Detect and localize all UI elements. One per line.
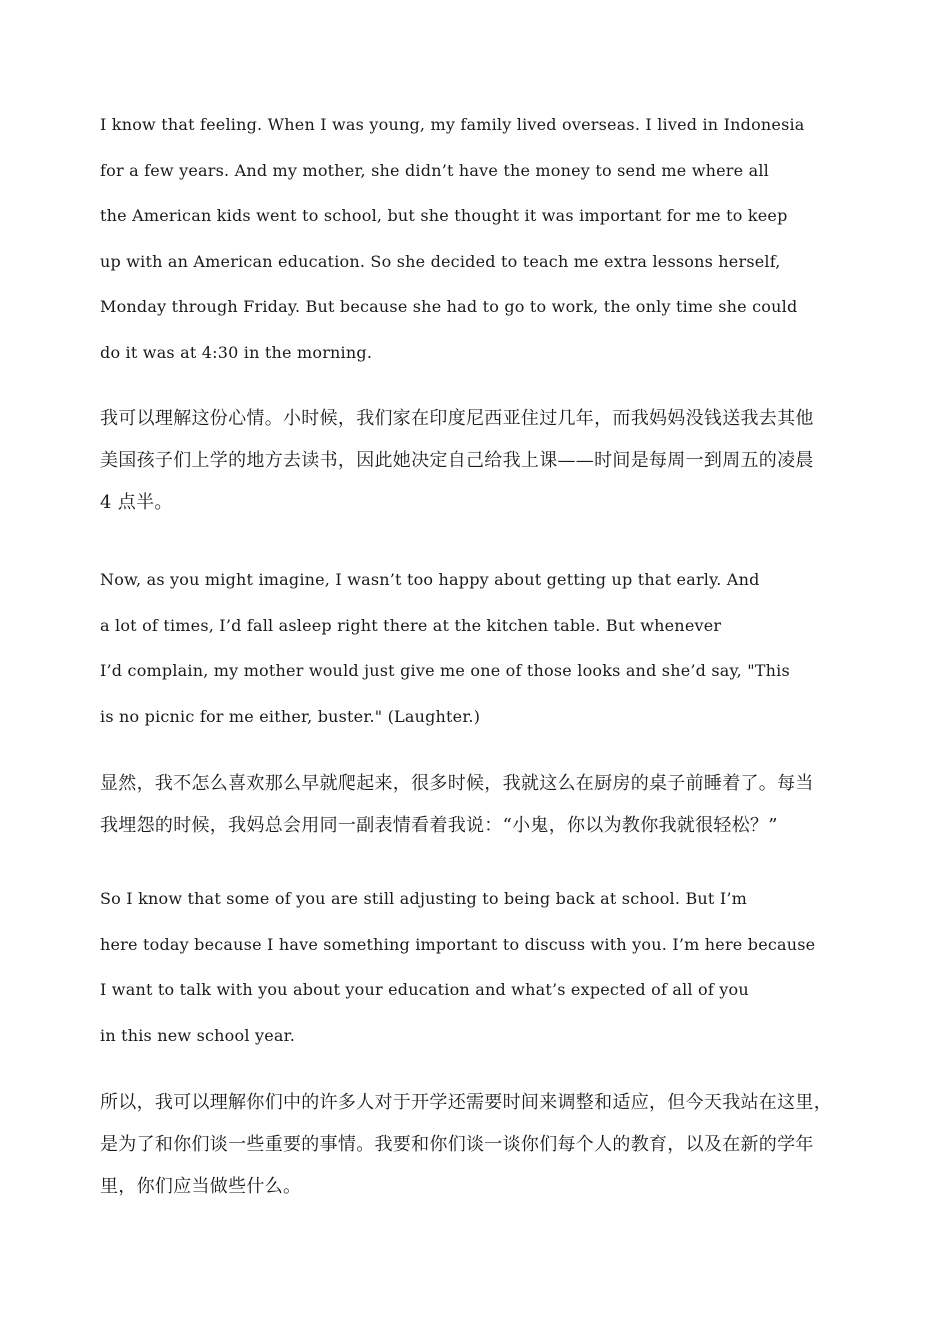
text-line: Now, as you might imagine, I wasn’t too happy about getting up that early. And [100, 570, 760, 589]
text-line: I want to talk with you about your education and what’s expected of all of you [100, 980, 749, 1000]
text-line: is no picnic for me either, buster." (Laughter.) [100, 706, 481, 726]
paragraph-chinese-2 [100, 763, 880, 847]
paragraph-chinese-1 [100, 398, 880, 524]
paragraph-english-1 [100, 102, 880, 376]
text-line: a lot of times, I’d fall asleep right there at the kitchen table. But whenever [100, 615, 722, 635]
paragraph-english-3 [100, 876, 880, 1058]
text-line: 里，你们应当做些什么。 [100, 1176, 302, 1197]
text-line: 4 点半。 [100, 492, 173, 513]
text-line: 美国孩子们上学的地方去读书，因此她决定自己给我上课——时间是每周一到周五的凌晨 [100, 450, 814, 471]
text-line: I’d complain, my mother would just give me one of those looks and she’d say, "This [100, 661, 790, 681]
text-line: 我可以理解这份心情。小时候，我们家在印度尼西亚住过几年，而我妈妈没钱送我去其他 [100, 408, 814, 429]
text-line: I know that feeling. When I was young, my family lived overseas. I lived in Indonesia [100, 115, 805, 134]
text-line: for a few years. And my mother, she didn’t have the money to send me where all [100, 160, 769, 180]
text-line: 所以，我可以理解你们中的许多人对于开学还需要时间来调整和适应，但今天我站在这里， [100, 1092, 832, 1113]
paragraph-chinese-3 [100, 1082, 880, 1208]
text-line: up with an American education. So she decided to teach me extra lessons herself, [100, 251, 781, 271]
paragraph-english-2 [100, 557, 880, 739]
text-line: Monday through Friday. But because she had to go to work, the only time she could [100, 297, 798, 317]
text-line: So I know that some of you are still adjusting to being back at school. But I’m [100, 889, 747, 908]
text-line: the American kids went to school, but she thought it was important for me to keep [100, 206, 788, 226]
text-line: 我埋怨的时候，我妈总会用同一副表情看着我说：“小鬼，你以为教你我就很轻松？” [100, 815, 778, 836]
text-line: 显然，我不怎么喜欢那么早就爬起来，很多时候，我就这么在厨房的桌子前睡着了。每当 [100, 773, 814, 794]
text-line: here today because I have something important to discuss with you. I’m here because [100, 934, 816, 954]
text-line: in this new school year. [100, 1025, 295, 1045]
text-line: 是为了和你们谈一些重要的事情。我要和你们谈一谈你们每个人的教育，以及在新的学年 [100, 1134, 814, 1155]
text-line: do it was at 4:30 in the morning. [100, 342, 373, 362]
